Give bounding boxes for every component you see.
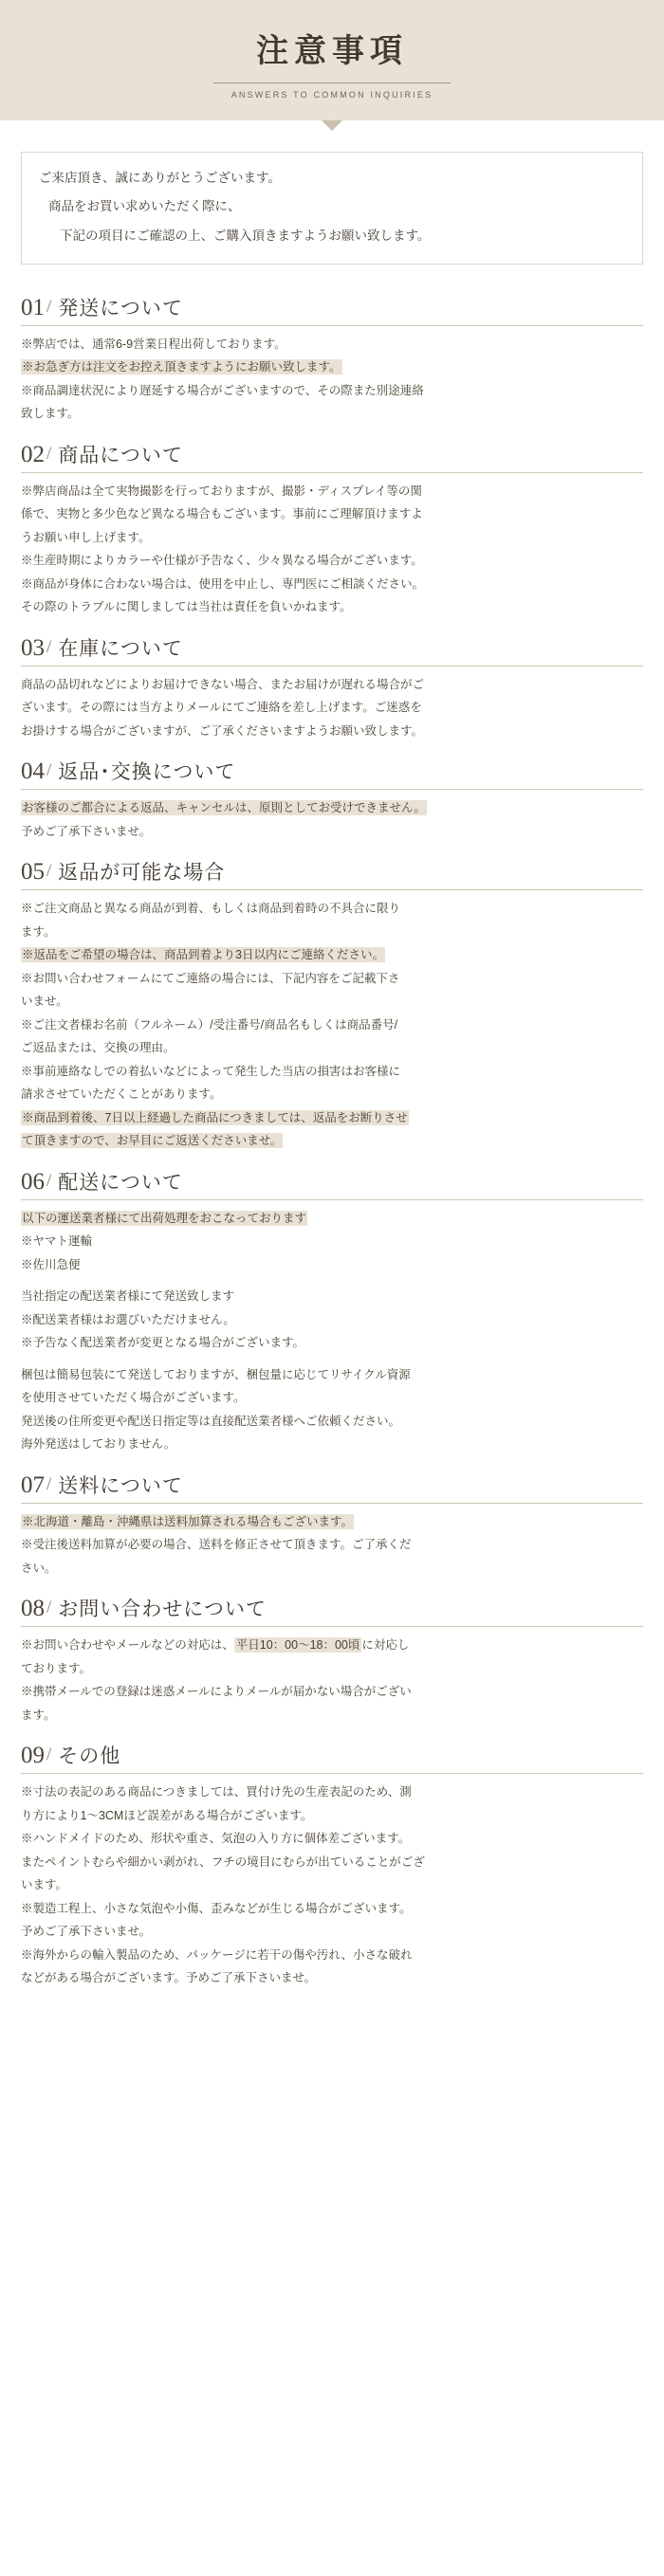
section-body — [21, 335, 643, 425]
section-08 — [21, 1594, 643, 1726]
section-line — [21, 1131, 643, 1152]
section-line: ※ヤマト運輸 — [21, 1234, 93, 1249]
section-number: 05 — [21, 859, 45, 886]
section-line: またペイントむらや細かい剥がれ、フチの境目にむらが出ていることがござ — [21, 1854, 425, 1869]
section-line: ※商品が身体に合わない場合は、使用を中止し、専門医にご相談ください。 — [21, 576, 425, 591]
section-line: ます。 — [21, 924, 56, 939]
section-line: お掛けする場合がございますが、ご了承くださいますようお願い致します。 — [21, 723, 424, 738]
highlighted-text: ※返品をご希望の場合は、商品到着より3日以内にご連絡ください。 — [22, 948, 384, 962]
section-number: 07 — [21, 1471, 45, 1498]
section-number: 03 — [21, 634, 45, 661]
highlighted-text: ※商品到着後、7日以上経過した商品につきましては、返品をお断りさせ — [22, 1110, 408, 1124]
section-line: ※商品調達状況により遅延する場合がございますので、その際また別途連絡 — [21, 383, 424, 397]
section-line: 商品の品切れなどによりお届けできない場合、またお届けが遅れる場合がご — [21, 677, 425, 691]
section-heading — [21, 1471, 643, 1504]
intro-line-2: 商品をお買い求めいただく際に、 — [48, 199, 241, 214]
highlighted-text: ※北海道・離島・沖縄県は送料加算される場合もございます。 — [22, 1514, 354, 1528]
section-line: いませ。 — [21, 995, 68, 1009]
highlighted-text: お客様のご都合による返品、キャンセルは、原則としてお受けできません。 — [22, 801, 426, 815]
section-slash: / — [46, 1745, 52, 1765]
section-line: り方により1～3CMほど誤差がある場合がございます。 — [21, 1808, 313, 1822]
section-line: ※佐川急便 — [21, 1257, 81, 1271]
intro-line-1: ご来店頂き、誠にありがとうございます。 — [39, 171, 281, 185]
section-line: 致します。 — [21, 407, 80, 421]
section-slash: / — [46, 1473, 52, 1494]
section-slash: / — [46, 443, 52, 464]
section-line: ※お問い合わせフォームにてご連絡の場合には、下記内容をご記載下さ — [21, 971, 400, 985]
section-line: ※携帯メールでの登録は迷惑メールによりメールが届かない場合がござい — [21, 1685, 412, 1699]
section-title: 在庫について — [58, 637, 183, 660]
section-line: さい。 — [21, 1561, 57, 1575]
section-02 — [21, 440, 643, 618]
down-triangle-icon — [322, 120, 342, 131]
section-line: ざいます。その際には当方よりメールにてご連絡を差し上げます。ご迷惑を — [21, 701, 422, 715]
section-number: 09 — [21, 1743, 45, 1769]
section-line — [21, 945, 643, 966]
section-line: ※配送業者様はお選びいただけません。 — [21, 1312, 235, 1326]
section-slash: / — [46, 861, 52, 882]
section-title: 商品について — [58, 444, 183, 466]
section-line: ※製造工程上、小さな気泡や小傷、歪みなどが生じる場合がございます。 — [21, 1901, 412, 1915]
section-line — [21, 1209, 643, 1230]
section-line: 請求させていただくことがあります。 — [21, 1087, 222, 1102]
section-09 — [21, 1741, 643, 1989]
intro-line-3: 下記の項目にご確認の上、ご購入頂きますようお願い致します。 — [60, 228, 431, 243]
section-line: ※海外からの輸入製品のため、パッケージに若干の傷や汚れ、小さな破れ — [21, 1947, 413, 1962]
section-title: お問い合わせについて — [58, 1599, 267, 1621]
section-line: ※ハンドメイドのため、形状や重さ、気泡の入り方に個体差ございます。 — [21, 1832, 411, 1846]
section-01 — [21, 293, 643, 425]
section-slash: / — [46, 636, 52, 657]
section-heading — [21, 1741, 643, 1774]
section-03 — [21, 633, 643, 742]
section-body — [21, 1209, 643, 1455]
section-number: 02 — [21, 441, 45, 467]
section-title: 送料について — [58, 1474, 183, 1497]
section-05 — [21, 857, 643, 1152]
section-heading — [21, 1167, 643, 1200]
section-line — [21, 1108, 643, 1129]
section-line: 発送後の住所変更や配送日指定等は直接配送業者様へご依頼ください。 — [21, 1414, 401, 1428]
section-line: うお願い申し上げます。 — [21, 530, 151, 544]
section-heading — [21, 1594, 643, 1627]
section-line: 予めご了承下さいませ。 — [21, 1925, 152, 1939]
section-line: などがある場合がございます。予めご了承下さいませ。 — [21, 1971, 317, 1985]
section-slash: / — [46, 760, 52, 781]
section-04 — [21, 757, 643, 842]
page-header — [0, 0, 664, 120]
section-number: 06 — [21, 1168, 45, 1195]
page-subtitle: ANSWERS TO COMMON INQUIRIES — [231, 90, 433, 100]
section-line: ております。 — [21, 1661, 92, 1675]
section-heading — [21, 440, 643, 473]
section-body — [21, 1782, 643, 1989]
section-line: ※ご注文者様お名前（フルネーム）/受注番号/商品名もしくは商品番号/ — [21, 1017, 398, 1032]
section-line: ※受注後送料加算が必要の場合、送料を修正させて頂きます。ご了承くだ — [21, 1538, 412, 1552]
section-number: 04 — [21, 758, 45, 785]
section-line: ※弊店商品は全て実物撮影を行っておりますが、撮影・ディスプレイ等の関 — [21, 484, 422, 498]
section-title: 返品･交換について — [58, 761, 236, 784]
highlighted-text: て頂きますので、お早目にご返送くださいませ。 — [22, 1134, 283, 1148]
section-line — [21, 357, 643, 378]
section-heading — [21, 857, 643, 890]
section-number: 01 — [21, 294, 45, 320]
section-body — [21, 1512, 643, 1580]
section-line: ※寸法の表記のある商品につきましては、買付け先の生産表記のため、測 — [21, 1785, 412, 1800]
section-line: 梱包は簡易包装にて発送しておりますが、梱包量に応じてリサイクル資源 — [21, 1367, 411, 1381]
page-title: 注意事項 — [256, 34, 408, 69]
intro-section — [0, 131, 664, 265]
section-line: ※事前連絡なしでの着払いなどによって発生した当店の損害はお客様に — [21, 1064, 401, 1078]
section-heading — [21, 293, 643, 326]
section-heading — [21, 757, 643, 790]
section-body — [21, 798, 643, 842]
sections-container — [0, 265, 664, 2020]
section-body — [21, 482, 643, 618]
section-title: 返品が可能な場合 — [58, 862, 226, 885]
section-06 — [21, 1167, 643, 1455]
section-line: ます。 — [21, 1708, 56, 1722]
section-heading — [21, 633, 643, 667]
section-line: ご返品または、交換の理由。 — [21, 1041, 175, 1055]
section-body — [21, 1635, 643, 1726]
section-title: その他 — [58, 1745, 121, 1768]
section-body — [21, 899, 643, 1152]
section-slash: / — [46, 1598, 52, 1618]
section-slash: / — [46, 1170, 52, 1191]
highlighted-text: ※お急ぎ方は注文をお控え頂きますようにお願い致します。 — [22, 360, 341, 375]
intro-box — [21, 152, 643, 265]
section-title: 発送について — [58, 297, 183, 320]
section-line: ※予告なく配送業者が変更となる場合がございます。 — [21, 1336, 305, 1350]
section-line: ※生産時期によりカラーや仕様が予告なく、少々異なる場合がございます。 — [21, 554, 423, 568]
section-line: を使用させていただく場合がございます。 — [21, 1391, 246, 1405]
section-line: ※ご注文商品と異なる商品が到着、もしくは商品到着時の不具合に限り — [21, 902, 401, 916]
section-line: 係で、実物と多少色など異なる場合もございます。事前にご理解頂けますよ — [21, 507, 423, 521]
section-line: 当社指定の配送業者様にて発送致します — [21, 1289, 235, 1304]
section-07 — [21, 1471, 643, 1580]
section-line: 予めご了承下さいませ。 — [21, 824, 152, 838]
section-line: その際のトラブルに関しましては当社は責任を負いかねます。 — [21, 600, 352, 614]
section-line: ※お問い合わせやメールなどの対応は、 平日10：00～18：00頃 に対応し — [21, 1638, 410, 1653]
section-title: 配送について — [58, 1171, 183, 1194]
section-line — [21, 798, 643, 819]
header-divider — [213, 82, 451, 83]
section-slash: / — [46, 296, 52, 317]
section-line: います。 — [21, 1878, 68, 1892]
section-line: 海外発送はしておりません。 — [21, 1437, 176, 1452]
section-line — [21, 1512, 643, 1533]
section-body — [21, 675, 643, 742]
highlighted-text: 平日10：00～18：00頃 — [235, 1638, 360, 1653]
section-line: ※弊店では、通常6-9営業日程出荷しております。 — [21, 337, 286, 351]
section-number: 08 — [21, 1596, 45, 1622]
highlighted-text: 以下の運送業者様にて出荷処理をおこなっております — [22, 1211, 307, 1225]
